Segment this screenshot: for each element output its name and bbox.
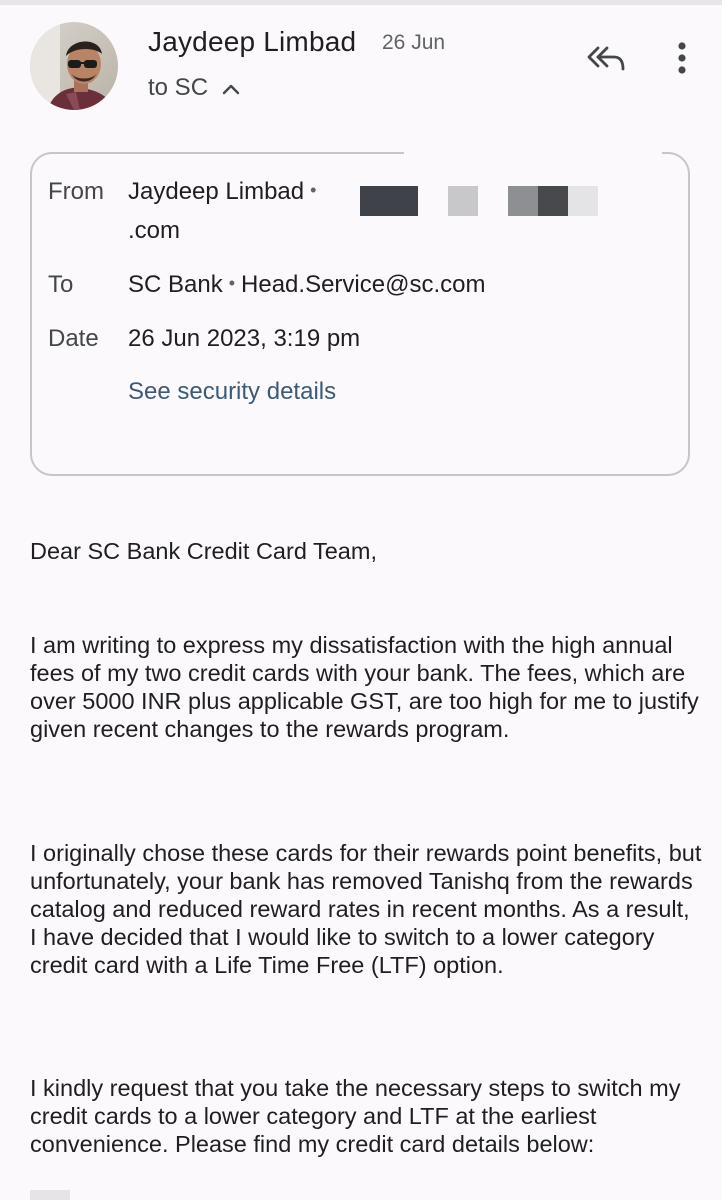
avatar[interactable] — [30, 22, 118, 110]
from-name: Jaydeep Limbad — [128, 178, 305, 205]
reply-all-button[interactable] — [582, 40, 630, 80]
see-security-details-link[interactable]: See security details — [128, 378, 337, 405]
from-value — [128, 178, 322, 206]
email-paragraph-1: I am writing to express my dissatisfaction with the high annual fees of my two credit cards with your bank. The fees, which are over 5000 INR plus applicable GST, are too high for me to justify given recent changes to the rewards program. — [30, 632, 699, 742]
email-greeting: Dear SC Bank Credit Card Team, — [30, 538, 377, 564]
more-vert-icon — [677, 41, 687, 80]
recipient-summary: to SC — [148, 74, 209, 101]
email-paragraph-3: I kindly request that you take the necessary steps to switch my credit cards to a lower category and LTF at the earliest convenience. Please find my credit card details below: — [30, 1075, 681, 1157]
cutoff-content — [30, 1190, 70, 1200]
to-value — [128, 271, 485, 299]
email-details-card — [30, 152, 690, 476]
separator-dot: • — [228, 273, 236, 293]
chevron-up-icon — [222, 74, 240, 102]
from-label: From — [48, 178, 104, 205]
reply-all-icon — [586, 43, 626, 78]
card-border-gap — [404, 151, 662, 156]
from-email-suffix: .com — [128, 217, 181, 244]
date-label: Date — [48, 325, 99, 352]
redacted-block — [568, 186, 598, 216]
email-date-short: 26 Jun — [382, 31, 446, 54]
redacted-block — [448, 186, 478, 216]
to-label: To — [48, 271, 74, 298]
to-name: SC Bank — [128, 271, 223, 298]
more-options-button[interactable] — [662, 38, 702, 82]
email-paragraph-2: I originally chose these cards for their rewards point benefits, but unfortunately, your bank has removed Tanishq from the rewards catalog and reduced reward rates in recent months. As a result, I have decided that I would like to switch to a lower category credit card with a Life Time Free (LTF) option. — [30, 840, 702, 978]
recipient-summary-toggle[interactable] — [148, 74, 240, 102]
redacted-block — [360, 186, 418, 216]
separator-dot: • — [310, 180, 317, 200]
to-email[interactable]: Head.Service@sc.com — [241, 271, 486, 298]
top-divider — [0, 0, 722, 5]
redacted-block — [508, 186, 538, 216]
redacted-block — [538, 186, 568, 216]
sender-name: Jaydeep Limbad — [148, 26, 357, 57]
date-value: 26 Jun 2023, 3:19 pm — [128, 325, 361, 352]
